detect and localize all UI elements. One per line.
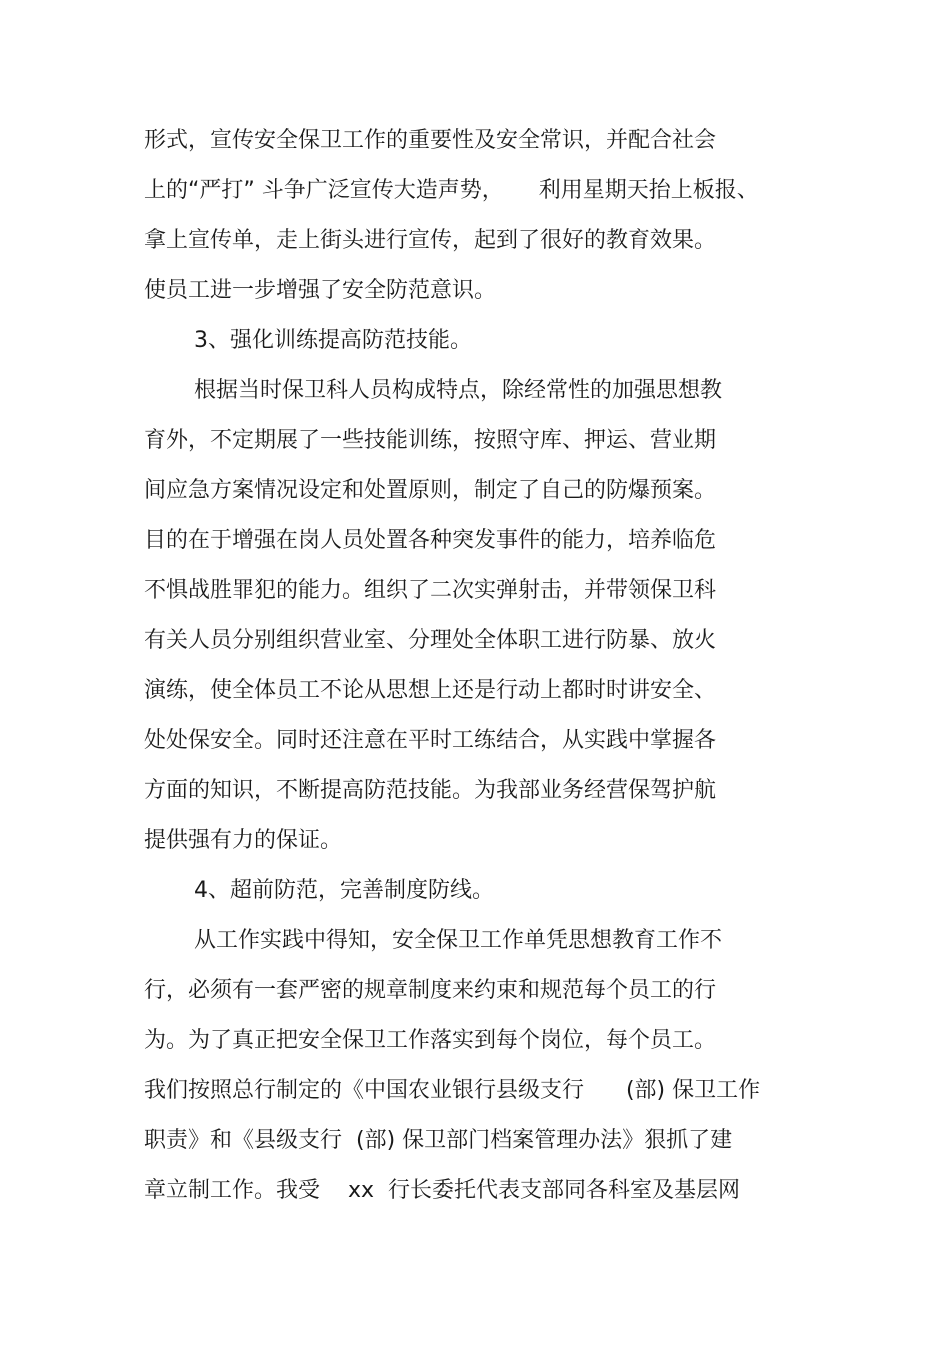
text-line: 有关人员分别组织营业室、分理处全体职工进行防暴、放火 <box>144 628 717 653</box>
text-line: 方面的知识，不断提高防范技能。为我部业务经营保驾护航 <box>144 778 717 803</box>
text-line: 育外，不定期展了一些技能训练，按照守库、押运、营业期 <box>144 428 717 453</box>
text-line: 使员工进一步增强了安全防范意识。 <box>144 278 497 303</box>
text-line: 提供强有力的保证。 <box>144 828 343 853</box>
text-line: 拿上宣传单，走上街头进行宣传，起到了很好的教育效果。 <box>144 228 717 253</box>
text-line: 不惧战胜罪犯的能力。组织了二次实弹射击，并带领保卫科 <box>144 578 717 603</box>
text-line: 形式，宣传安全保卫工作的重要性及安全常识，并配合社会 <box>144 128 717 153</box>
text-line: 间应急方案情况设定和处置原则，制定了自己的防爆预案。 <box>144 478 717 503</box>
section-heading: 4、超前防范，完善制度防线。 <box>194 878 494 903</box>
text-line: 处处保安全。同时还注意在平时工练结合，从实践中掌握各 <box>144 728 717 753</box>
text-line: 我们按照总行制定的《中国农业银行县级支行 (部) 保卫工作 <box>144 1078 761 1103</box>
text-line: 目的在于增强在岗人员处置各种突发事件的能力，培养临危 <box>144 528 717 553</box>
text-line: 上的“严打” 斗争广泛宣传大造声势， 利用星期天抬上板报、 <box>144 178 759 203</box>
text-line: 为。为了真正把安全保卫工作落实到每个岗位，每个员工。 <box>144 1028 717 1053</box>
text-line: 章立制工作。我受 xx 行长委托代表支部同各科室及基层网 <box>144 1178 740 1203</box>
section-heading: 3、强化训练提高防范技能。 <box>194 328 472 353</box>
text-line: 演练，使全体员工不论从思想上还是行动上都时时讲安全、 <box>144 678 717 703</box>
text-line: 根据当时保卫科人员构成特点，除经常性的加强思想教 <box>194 378 723 403</box>
text-line: 职责》和《县级支行 (部) 保卫部门档案管理办法》狠抓了建 <box>144 1128 733 1153</box>
text-line: 从工作实践中得知，安全保卫工作单凭思想教育工作不 <box>194 928 723 953</box>
text-line: 行，必须有一套严密的规章制度来约束和规范每个员工的行 <box>144 978 717 1003</box>
